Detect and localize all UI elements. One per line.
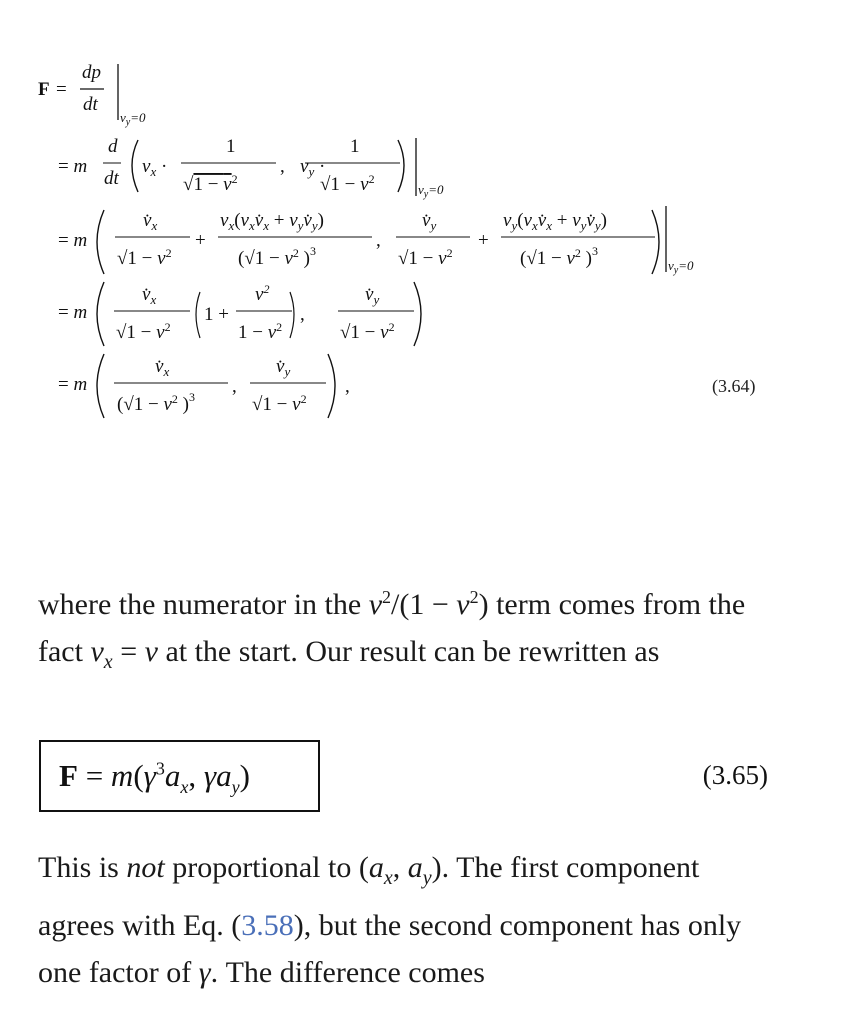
svg-text:vy=0: $v_y=0$ xyxy=(668,258,694,276)
force-symbol: F xyxy=(38,79,50,100)
svg-text:√1 − v2: $√1 - v^2$ xyxy=(398,246,453,269)
svg-text:(√1 − v2 )3: ($√1 - v^2$ )$^3$ xyxy=(117,390,195,415)
svg-text:= m: = m xyxy=(58,374,88,395)
svg-text:= m: = m xyxy=(58,302,88,323)
svg-text:v̇x: $v̇_x$ xyxy=(143,210,158,233)
svg-text:v̇y: $v̇_y$ xyxy=(276,356,291,379)
frac-denominator: dt xyxy=(83,94,98,115)
svg-text:,: , xyxy=(345,376,350,397)
svg-text:v̇y: $v̇_y$ xyxy=(365,284,380,307)
svg-text:1: 1 xyxy=(226,136,236,157)
svg-text:,: , xyxy=(232,376,237,397)
svg-text:v̇x: $v̇_x$ xyxy=(142,284,157,307)
svg-text:,: , xyxy=(300,304,305,325)
svg-text:√1 − v2: $√1 - v^2$ xyxy=(116,320,171,343)
svg-text:√1 − v2: $√1 - v^2$ xyxy=(320,172,375,195)
svg-text:v̇x: $v̇_x$ xyxy=(155,356,170,379)
svg-text:v̇y: $v̇_y$ xyxy=(422,210,437,233)
equation-number-3-64: (3.64) xyxy=(712,376,756,396)
svg-text:√1 − v2: $√1 - v^2$ xyxy=(252,392,307,415)
svg-text:d: d xyxy=(108,136,118,157)
svg-text:1 − v2: $1 - v^2$ xyxy=(238,320,283,343)
frac-numerator: dp xyxy=(82,62,101,83)
svg-text:vx ·: $v_x$ · xyxy=(142,156,168,179)
svg-text:= m: = m xyxy=(58,230,88,251)
svg-text:v2: $v^2$ xyxy=(255,282,270,305)
boxed-equation-3-65 xyxy=(39,740,320,812)
equation-3-65: $F = m(\gamma^3a_x$, $\gamma a_y$) xyxy=(59,758,250,798)
svg-text:√1 − v2: $√1 - v^2$ xyxy=(183,172,238,195)
svg-text:√1 − v2: $√1 - v^2$ xyxy=(340,320,395,343)
svg-text:,: , xyxy=(376,230,381,251)
svg-text:(√1 − v2 )3: ($√1 - v^2$ )$^3$ xyxy=(238,244,316,269)
svg-text:vy=0: $v_y=0$ xyxy=(120,110,146,128)
svg-text:(√1 − v2 )3: ($√1 - v^2$ )$^3$ xyxy=(520,244,598,269)
svg-text:vy=0: $v_y=0$ xyxy=(418,182,444,200)
svg-text:=: = xyxy=(56,79,67,100)
paragraph-intro: where the numerator in the $v^2/(1 - v^2)$ term comes from the fact $v_x = v$ at the start. Our result can be rewritten as xyxy=(38,587,746,673)
equation-3-64 xyxy=(0,0,852,430)
svg-text:1: 1 xyxy=(350,136,360,157)
paragraph-analysis: This is not proportional to ($a_x$, $a_y$). The first component agrees with Eq. (3.58), but the second component has only one factor of γ. The difference comes xyxy=(38,851,742,989)
svg-text:dt: dt xyxy=(104,168,119,189)
svg-text:vy ·: $v_y$ · xyxy=(300,156,326,179)
svg-text:+: + xyxy=(478,230,489,251)
svg-text:√1 − v2: $√1 - v^2$ xyxy=(117,246,172,269)
svg-text:1 +: 1 + xyxy=(204,304,229,325)
svg-text:= m: = m xyxy=(58,156,88,177)
svg-text:vy(vxv̇x + vyv̇y): $v_y(v_xv̇_x$ + $v_yv̇_y$) xyxy=(503,210,607,233)
equation-number-3-65: (3.65) xyxy=(702,760,768,790)
svg-text:vx(vxv̇x + vyv̇y): $v_x(v_xv̇_x$ + $v_yv̇_y$) xyxy=(220,210,324,233)
equation-reference-link[interactable]: 3.58 xyxy=(241,909,294,942)
svg-text:+: + xyxy=(195,230,206,251)
svg-text:,: , xyxy=(280,156,285,177)
